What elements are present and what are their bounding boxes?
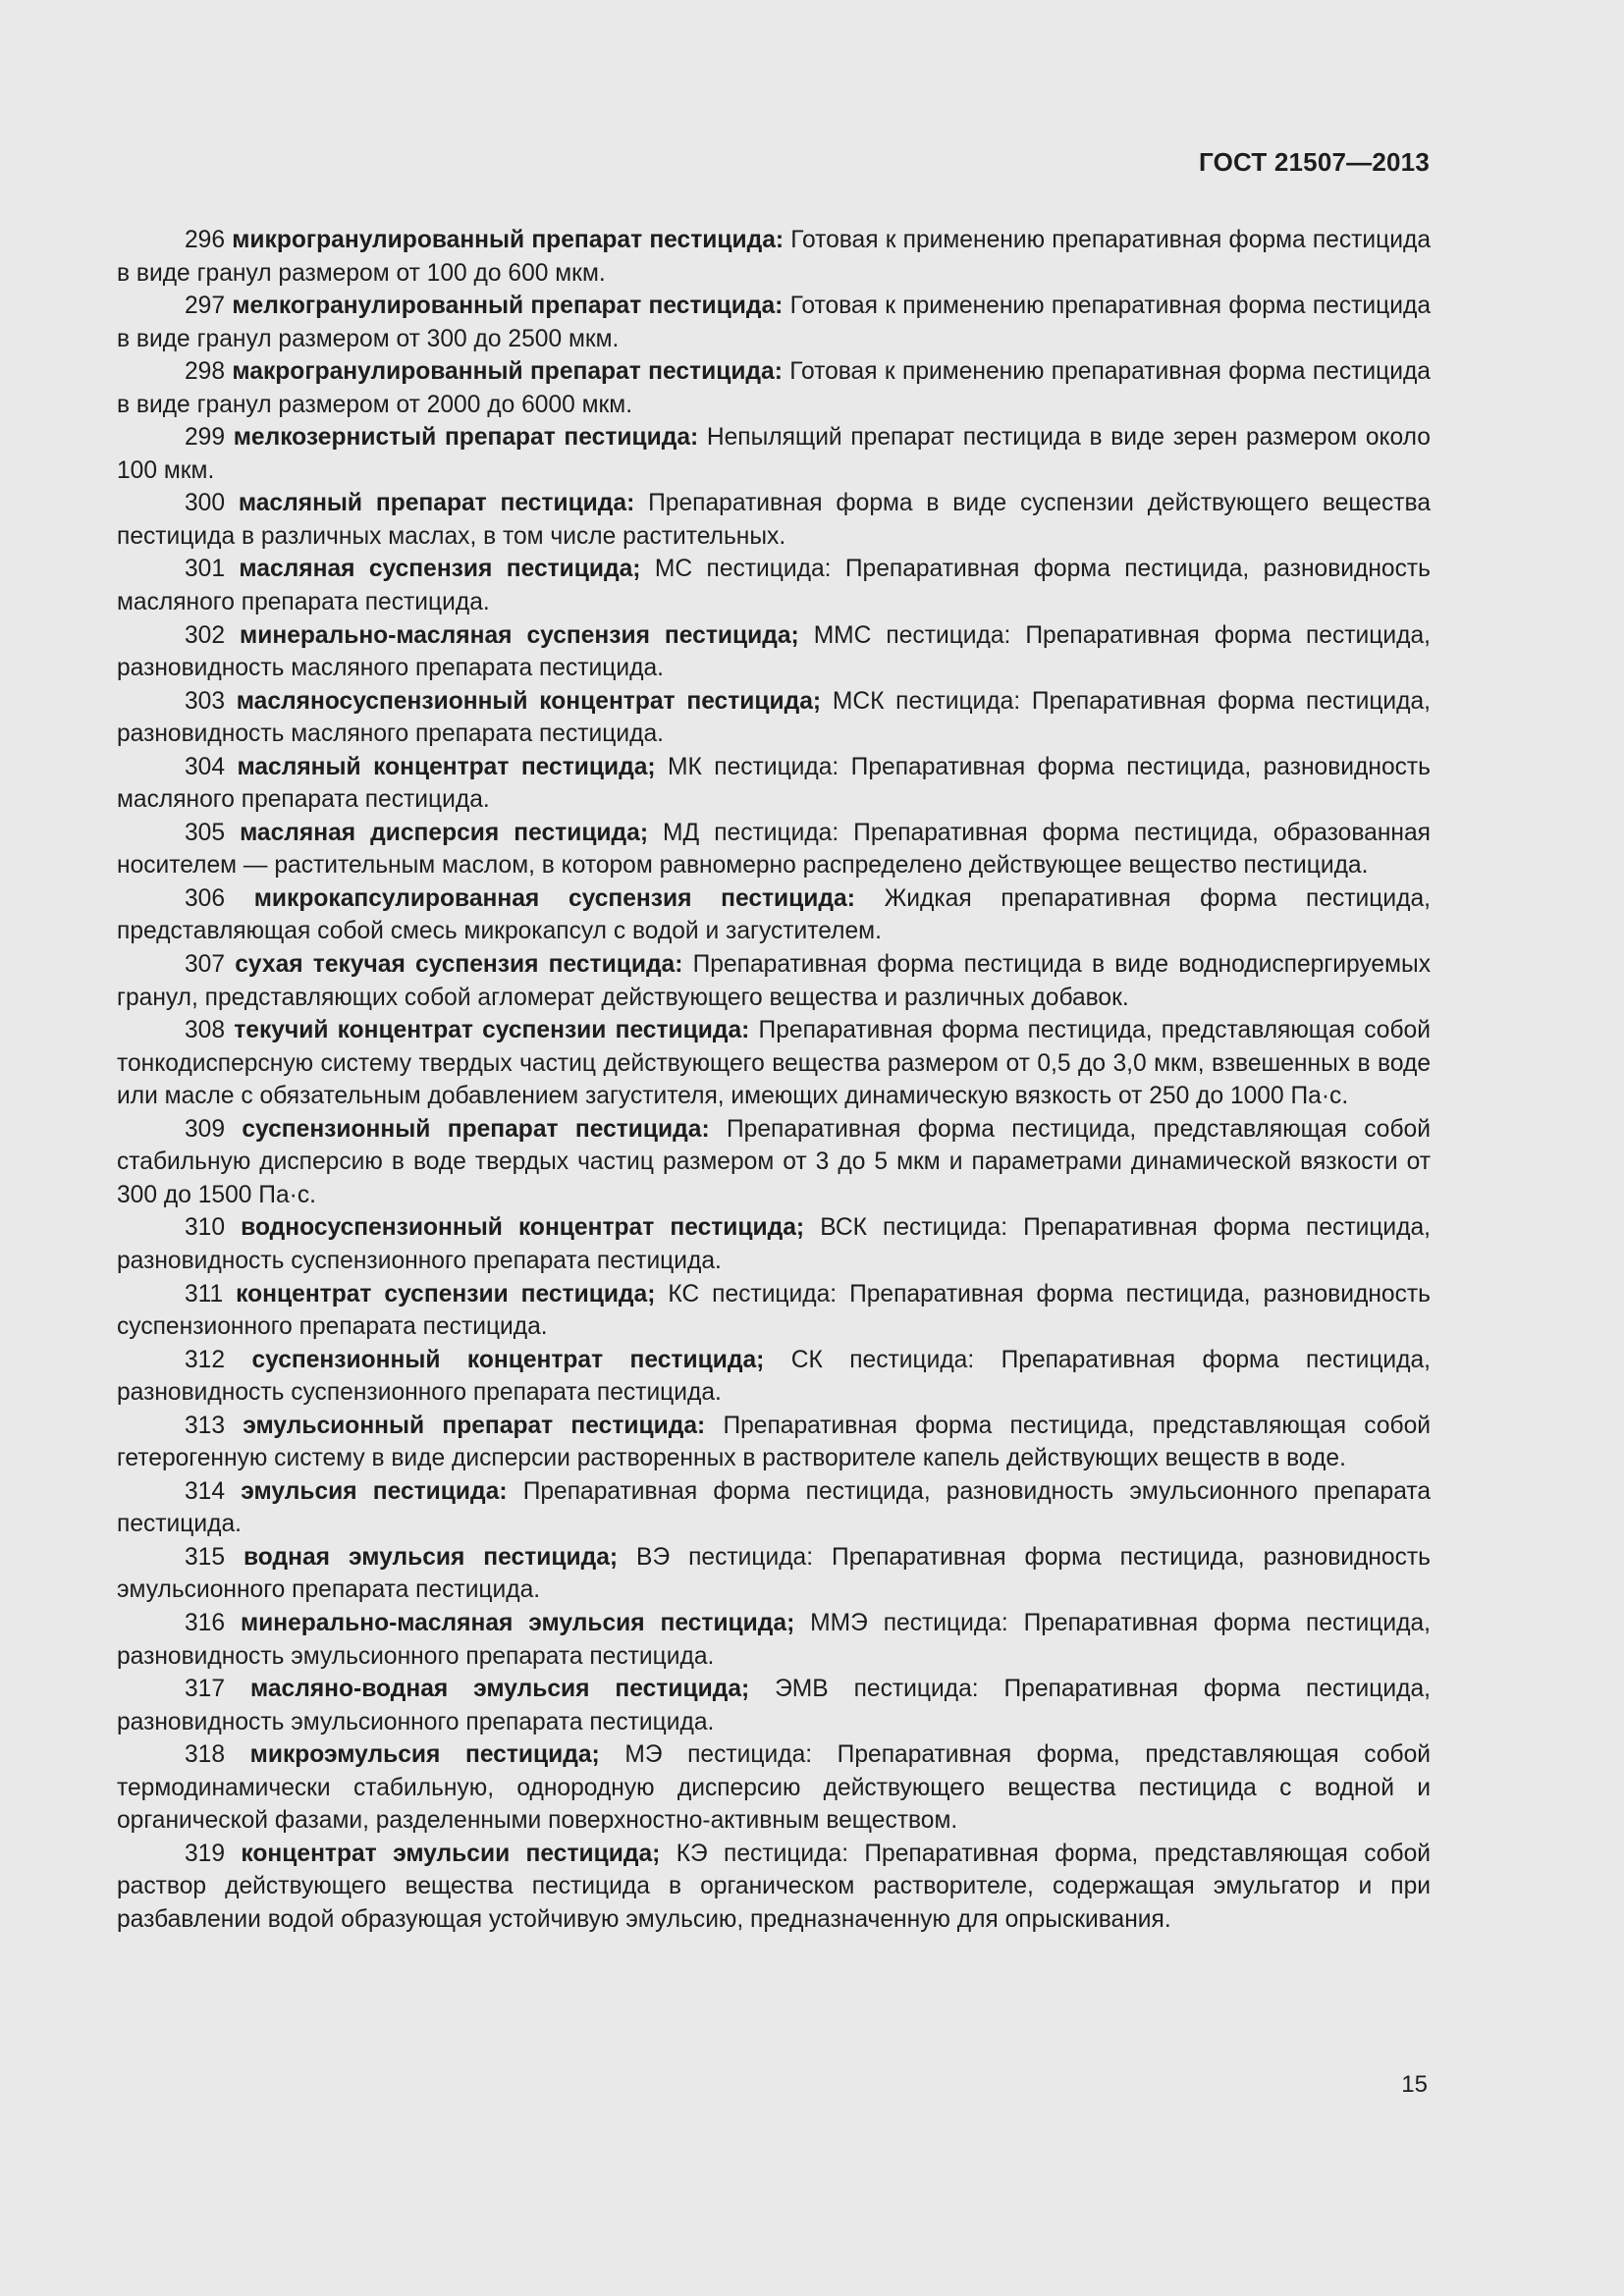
entry-definition: Жидкая препаративная форма пестицида, представляющая собой смесь микрокапсул с водой и загустителем.: [117, 884, 1431, 945]
entry-number: 308: [185, 1017, 226, 1044]
entry-number: 312: [185, 1346, 226, 1373]
entry-term: водносуспензионный концентрат пестицида;: [241, 1214, 805, 1242]
entry-term: масляная дисперсия пестицида;: [240, 819, 649, 846]
entry-term: суспензионный концентрат пестицида;: [251, 1346, 765, 1373]
entry-term: минерально-масляная суспензия пестицида;: [240, 621, 799, 649]
term-entry: [117, 1014, 1431, 1113]
entry-number: 311: [185, 1280, 224, 1308]
term-entry: [117, 1607, 1431, 1673]
entry-number: 310: [185, 1214, 226, 1242]
term-entry: [117, 817, 1431, 882]
term-entry: [117, 1738, 1431, 1838]
entry-term: мелкозернистый препарат пестицида:: [233, 424, 699, 452]
entry-number: 314: [185, 1477, 226, 1505]
entry-definition: Готовая к применению препаративная форма пестицида в виде гранул размером от 2000 до 6000 мкм.: [117, 358, 1431, 418]
term-entry: [117, 1410, 1431, 1475]
term-entry: [117, 1541, 1431, 1607]
entry-term: текучий концентрат суспензии пестицида:: [234, 1017, 750, 1044]
terms-list: [117, 224, 1431, 1936]
entry-term: микроэмульсия пестицида;: [249, 1741, 600, 1769]
entry-definition: Непылящий препарат пестицида в виде зерен размером около 100 мкм.: [117, 424, 1431, 484]
term-entry: [117, 290, 1431, 355]
entry-number: 297: [185, 293, 226, 320]
entry-definition: МК пестицида: Препаративная форма пестицида, разновидность масляного препарата пестицида.: [117, 753, 1431, 814]
entry-number: 299: [185, 424, 226, 452]
entry-number: 304: [185, 753, 226, 780]
document-header: ГОСТ 21507—2013: [1199, 147, 1430, 177]
entry-term: минерально-масляная эмульсия пестицида;: [240, 1609, 795, 1636]
entry-number: 305: [185, 819, 226, 846]
term-entry: [117, 1113, 1431, 1212]
entry-definition: Препаративная форма пестицида, представляющая собой гетерогенную систему в виде дисперсии растворенных в растворителе капель действующих веществ в воде.: [117, 1412, 1432, 1472]
term-entry: [117, 1838, 1431, 1937]
term-entry: [117, 1673, 1431, 1738]
entry-definition: Готовая к применению препаративная форма пестицида в виде гранул размером от 300 до 2500 мкм.: [117, 293, 1431, 352]
entry-definition: МД пестицида: Препаративная форма пестицида, образованная носителем — растительным маслом, в котором равномерно распределено действующее вещество пестицида.: [117, 819, 1431, 880]
term-entry: [117, 1475, 1431, 1541]
entry-number: 313: [185, 1412, 226, 1439]
entry-definition: КЭ пестицида: Препаративная форма, представляющая собой раствор действующего вещества пестицида в органическом растворителе, содержащая эмульгатор и при разбавлении водой образующая устойчивую эмульсию, предназначенную для опрыскивания.: [117, 1840, 1431, 1933]
entry-term: микрогранулированный препарат пестицида:: [232, 227, 785, 253]
entry-number: 296: [185, 227, 226, 253]
entry-number: 298: [185, 358, 226, 386]
term-entry: [117, 882, 1431, 948]
entry-number: 309: [185, 1115, 226, 1143]
entry-definition: Препаративная форма в виде суспензии действующего вещества пестицида в различных маслах, в том числе растительных.: [117, 490, 1431, 550]
entry-number: 307: [185, 951, 226, 979]
entry-definition: Препаративная форма пестицида, представляющая собой стабильную дисперсию в воде твердых частиц размером от 3 до 5 мкм и параметрами динамической вязкости от 300 до 1500 Па·с.: [117, 1115, 1431, 1208]
entry-term: водная эмульсия пестицида;: [244, 1543, 619, 1571]
entry-definition: ВСК пестицида: Препаративная форма пестицида, разновидность суспензионного препарата пестицида.: [117, 1214, 1432, 1274]
entry-number: 316: [185, 1609, 226, 1636]
entry-term: концентрат суспензии пестицида;: [236, 1280, 656, 1308]
entry-term: концентрат эмульсии пестицида;: [241, 1840, 661, 1867]
entry-number: 300: [185, 490, 226, 517]
entry-term: эмульсионный препарат пестицида:: [243, 1412, 706, 1439]
entry-term: суспензионный препарат пестицида:: [242, 1115, 710, 1143]
term-entry: [117, 685, 1431, 751]
page-number: 15: [1401, 2071, 1428, 2098]
entry-definition: Готовая к применению препаративная форма пестицида в виде гранул размером от 100 до 600 мкм.: [117, 227, 1431, 287]
entry-definition: МС пестицида: Препаративная форма пестицида, разновидность масляного препарата пестицида.: [117, 556, 1431, 616]
term-entry: [117, 355, 1431, 421]
entry-definition: Препаративная форма пестицида в виде воднодиспергируемых гранул, представляющих собой агломерат действующего вещества и различных добавок.: [117, 951, 1431, 1011]
term-entry: [117, 487, 1431, 553]
entry-number: 302: [185, 621, 226, 649]
term-entry: [117, 1278, 1431, 1344]
entry-definition: ЭМВ пестицида: Препаративная форма пестицида, разновидность эмульсионного препарата пестицида.: [117, 1676, 1431, 1735]
entry-term: масляный препарат пестицида:: [238, 490, 635, 517]
entry-term: макрогранулированный препарат пестицида:: [232, 358, 783, 386]
term-entry: [117, 1211, 1431, 1277]
entry-definition: ММС пестицида: Препаративная форма пестицида, разновидность масляного препарата пестицида.: [117, 621, 1431, 682]
entry-definition: МЭ пестицида: Препаративная форма, представляющая собой термодинамически стабильную, однородную дисперсию действующего вещества пестицида с водной и органической фазами, разделенными поверхностно-активным веществом.: [117, 1741, 1432, 1835]
entry-definition: Препаративная форма пестицида, разновидность эмульсионного препарата пестицида.: [117, 1477, 1431, 1538]
entry-term: мелкогранулированный препарат пестицида:: [232, 293, 784, 320]
entry-number: 318: [185, 1741, 226, 1769]
entry-definition: Препаративная форма пестицида, представляющая собой тонкодисперсную систему твердых частиц действующего вещества размером от 0,5 до 3,0 мкм, взвешенных в воде или масле с обязательным добавлением загустителя, имеющих динамическую вязкость от 250 до 1000 Па·с.: [117, 1017, 1431, 1110]
entry-term: микрокапсулированная суспензия пестицида:: [253, 884, 855, 912]
entry-term: масляно-водная эмульсия пестицида;: [249, 1676, 750, 1703]
entry-term: масляносуспензионный концентрат пестицида;: [236, 687, 822, 715]
entry-definition: КС пестицида: Препаративная форма пестицида, разновидность суспензионного препарата пестицида.: [117, 1280, 1431, 1341]
entry-number: 301: [185, 556, 226, 583]
entry-definition: МСК пестицида: Препаративная форма пестицида, разновидность масляного препарата пестицида.: [117, 687, 1432, 748]
term-entry: [117, 619, 1431, 685]
term-entry: [117, 553, 1431, 618]
entry-term: масляный концентрат пестицида;: [237, 753, 656, 780]
entry-definition: СК пестицида: Препаративная форма пестицида, разновидность суспензионного препарата пестицида.: [117, 1346, 1432, 1407]
term-entry: [117, 948, 1431, 1014]
entry-term: масляная суспензия пестицида;: [239, 556, 641, 583]
term-entry: [117, 421, 1431, 487]
entry-number: 315: [185, 1543, 226, 1571]
entry-number: 306: [185, 884, 226, 912]
term-entry: [117, 224, 1431, 290]
term-entry: [117, 1344, 1431, 1410]
entry-number: 319: [185, 1840, 226, 1867]
entry-number: 317: [185, 1676, 226, 1703]
term-entry: [117, 751, 1431, 817]
entry-number: 303: [185, 687, 226, 715]
entry-term: эмульсия пестицида:: [241, 1477, 508, 1505]
entry-definition: ВЭ пестицида: Препаративная форма пестицида, разновидность эмульсионного препарата пестицида.: [117, 1543, 1431, 1604]
entry-definition: ММЭ пестицида: Препаративная форма пестицида, разновидность эмульсионного препарата пестицида.: [117, 1609, 1431, 1670]
entry-term: сухая текучая суспензия пестицида:: [235, 951, 683, 979]
